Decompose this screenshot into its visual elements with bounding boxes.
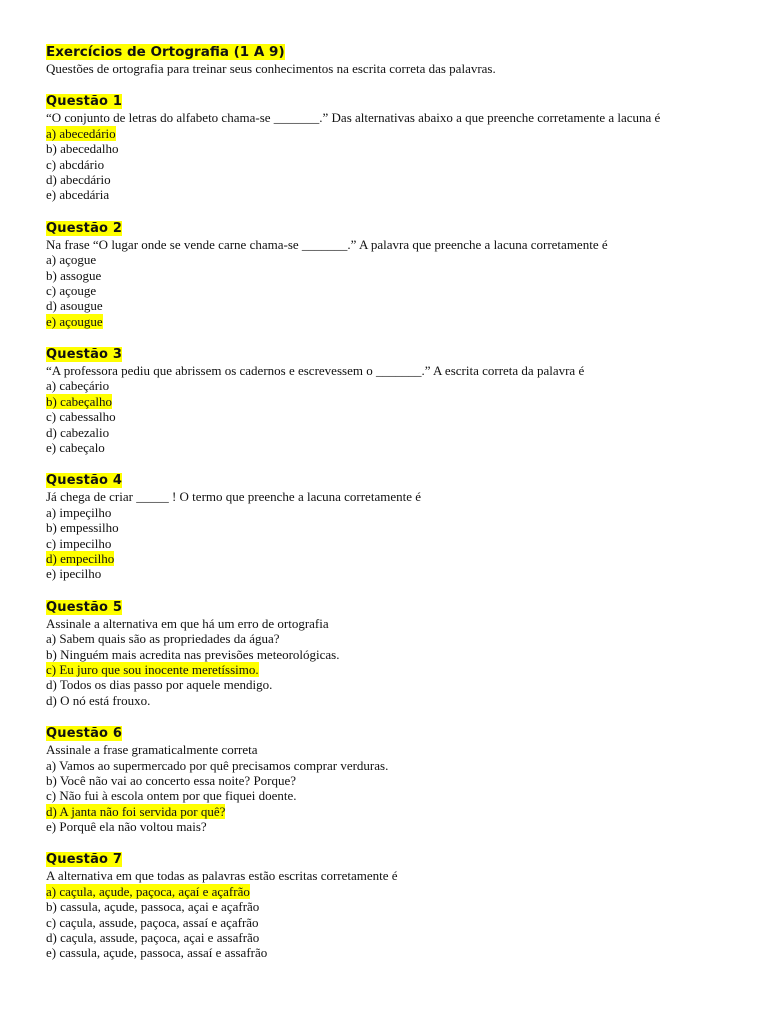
question-heading [46,346,746,363]
answer-option-text: d) O nó está frouxo. [46,692,151,708]
question-block [46,346,746,455]
answer-option-text: c) Não fui à escola ontem por que fiquei doente. [46,788,297,804]
answer-option [46,314,746,329]
answer-option-text: c) abcdário [46,156,105,172]
answer-option-highlighted-text: a) abecedário [46,125,116,141]
answer-option [46,187,746,202]
answer-option-highlighted-text: b) cabeçalho [46,393,113,409]
question-prompt: Já chega de criar _____ ! O termo que preenche a lacuna corretamente é [46,489,421,505]
answer-option [46,693,746,708]
answer-option [46,126,746,141]
answer-option [46,804,746,819]
answer-option-text: e) abcedária [46,187,110,203]
answer-option [46,394,746,409]
answer-option [46,566,746,581]
question-heading [46,93,746,110]
answer-option [46,440,746,455]
question-prompt: “A professora pediu que abrissem os cadernos e escrevessem o _______.” A escrita correta da palavra é [46,363,585,379]
answer-option [46,551,746,566]
answer-option [46,505,746,520]
answer-option-text: e) cassula, açude, passoca, assaí e assafrão [46,945,268,961]
document-page [46,44,746,961]
answer-option [46,677,746,692]
answer-option-text: c) impecilho [46,535,112,551]
answer-option-text: a) cabeçário [46,378,110,394]
answer-option-highlighted-text: d) empecilho [46,550,115,566]
question-block [46,220,746,329]
question-heading [46,851,746,868]
question-prompt: Assinale a frase gramaticalmente correta [46,742,258,758]
answer-option [46,536,746,551]
answer-option-text: b) empessilho [46,520,119,536]
answer-option-highlighted-text: d) A janta não foi servida por quê? [46,803,226,819]
answer-option-text: a) Sabem quais são as propriedades da água? [46,631,280,647]
answer-option-text: e) cabeçalo [46,440,105,456]
answer-option [46,819,746,834]
question-block [46,93,746,202]
answer-option-text: c) cabessalho [46,409,116,425]
question-prompt: A alternativa em que todas as palavras estão escritas corretamente é [46,868,398,884]
answer-option-highlighted-text: e) açougue [46,313,103,329]
answer-option [46,298,746,313]
answer-option [46,157,746,172]
answer-option [46,268,746,283]
question-list [46,93,746,960]
question-heading-text: Questão 2 [46,220,123,236]
answer-option [46,141,746,156]
answer-option-text: d) asougue [46,298,103,314]
answer-option-text: e) ipecilho [46,566,102,582]
question-heading-text: Questão 7 [46,852,123,868]
answer-option-text: d) cabezalio [46,424,110,440]
answer-option-text: b) abecedalho [46,141,119,157]
answer-option [46,409,746,424]
answer-option-text: b) assogue [46,267,102,283]
answer-option-text: c) caçula, assude, paçoca, assaí e açafrão [46,914,259,930]
question-prompt: “O conjunto de letras do alfabeto chama-se _______.” Das alternativas abaixo a que preenche corretamente a lacuna é [46,110,661,126]
answer-option-text: b) Ninguém mais acredita nas previsões meteorológicas. [46,646,340,662]
answer-option-text: a) açogue [46,252,97,268]
answer-option [46,884,746,899]
answer-option [46,945,746,960]
question-heading-text: Questão 6 [46,726,123,742]
answer-option [46,631,746,646]
document-subtitle: Questões de ortografia para treinar seus conhecimentos na escrita correta das palavras. [46,61,496,76]
answer-option-text: a) Vamos ao supermercado por quê precisamos comprar verduras. [46,757,389,773]
answer-option [46,283,746,298]
question-block [46,472,746,581]
answer-option [46,915,746,930]
answer-option-text: b) Você não vai ao concerto essa noite? Porque? [46,772,297,788]
answer-option [46,930,746,945]
answer-option [46,899,746,914]
answer-option-highlighted-text: c) Eu juro que sou inocente meretíssimo. [46,661,259,677]
answer-option [46,378,746,393]
question-heading [46,472,746,489]
answer-option [46,252,746,267]
question-heading [46,725,746,742]
answer-option-text: b) cassula, açude, passoca, açai e açafrão [46,899,260,915]
question-heading [46,599,746,616]
question-prompt: Assinale a alternativa em que há um erro de ortografia [46,615,329,631]
answer-option [46,172,746,187]
answer-option [46,662,746,677]
answer-option [46,520,746,535]
answer-option-text: c) açouge [46,282,97,298]
answer-option [46,773,746,788]
answer-option-text: d) Todos os dias passo por aquele mendigo. [46,677,273,693]
answer-option [46,425,746,440]
answer-option-text: a) impeçilho [46,504,112,520]
answer-option-text: d) abecdário [46,171,111,187]
answer-option [46,788,746,803]
question-heading-text: Questão 1 [46,94,123,110]
document-title [46,44,746,61]
question-block [46,851,746,960]
question-heading-text: Questão 3 [46,347,123,363]
answer-option-highlighted-text: a) caçula, açude, paçoca, açaí e açafrão [46,883,250,899]
question-block [46,599,746,708]
question-heading [46,220,746,237]
answer-option-text: e) Porquê ela não voltou mais? [46,819,207,835]
answer-option [46,758,746,773]
answer-option-text: d) caçula, assude, paçoca, açai e assafrão [46,930,260,946]
answer-option [46,647,746,662]
question-block [46,725,746,834]
question-heading-text: Questão 5 [46,599,123,615]
question-heading-text: Questão 4 [46,473,123,489]
question-prompt: Na frase “O lugar onde se vende carne chama-se _______.” A palavra que preenche a lacuna corretamente é [46,236,608,252]
document-title-text: Exercícios de Ortografia (1 A 9) [46,44,285,60]
